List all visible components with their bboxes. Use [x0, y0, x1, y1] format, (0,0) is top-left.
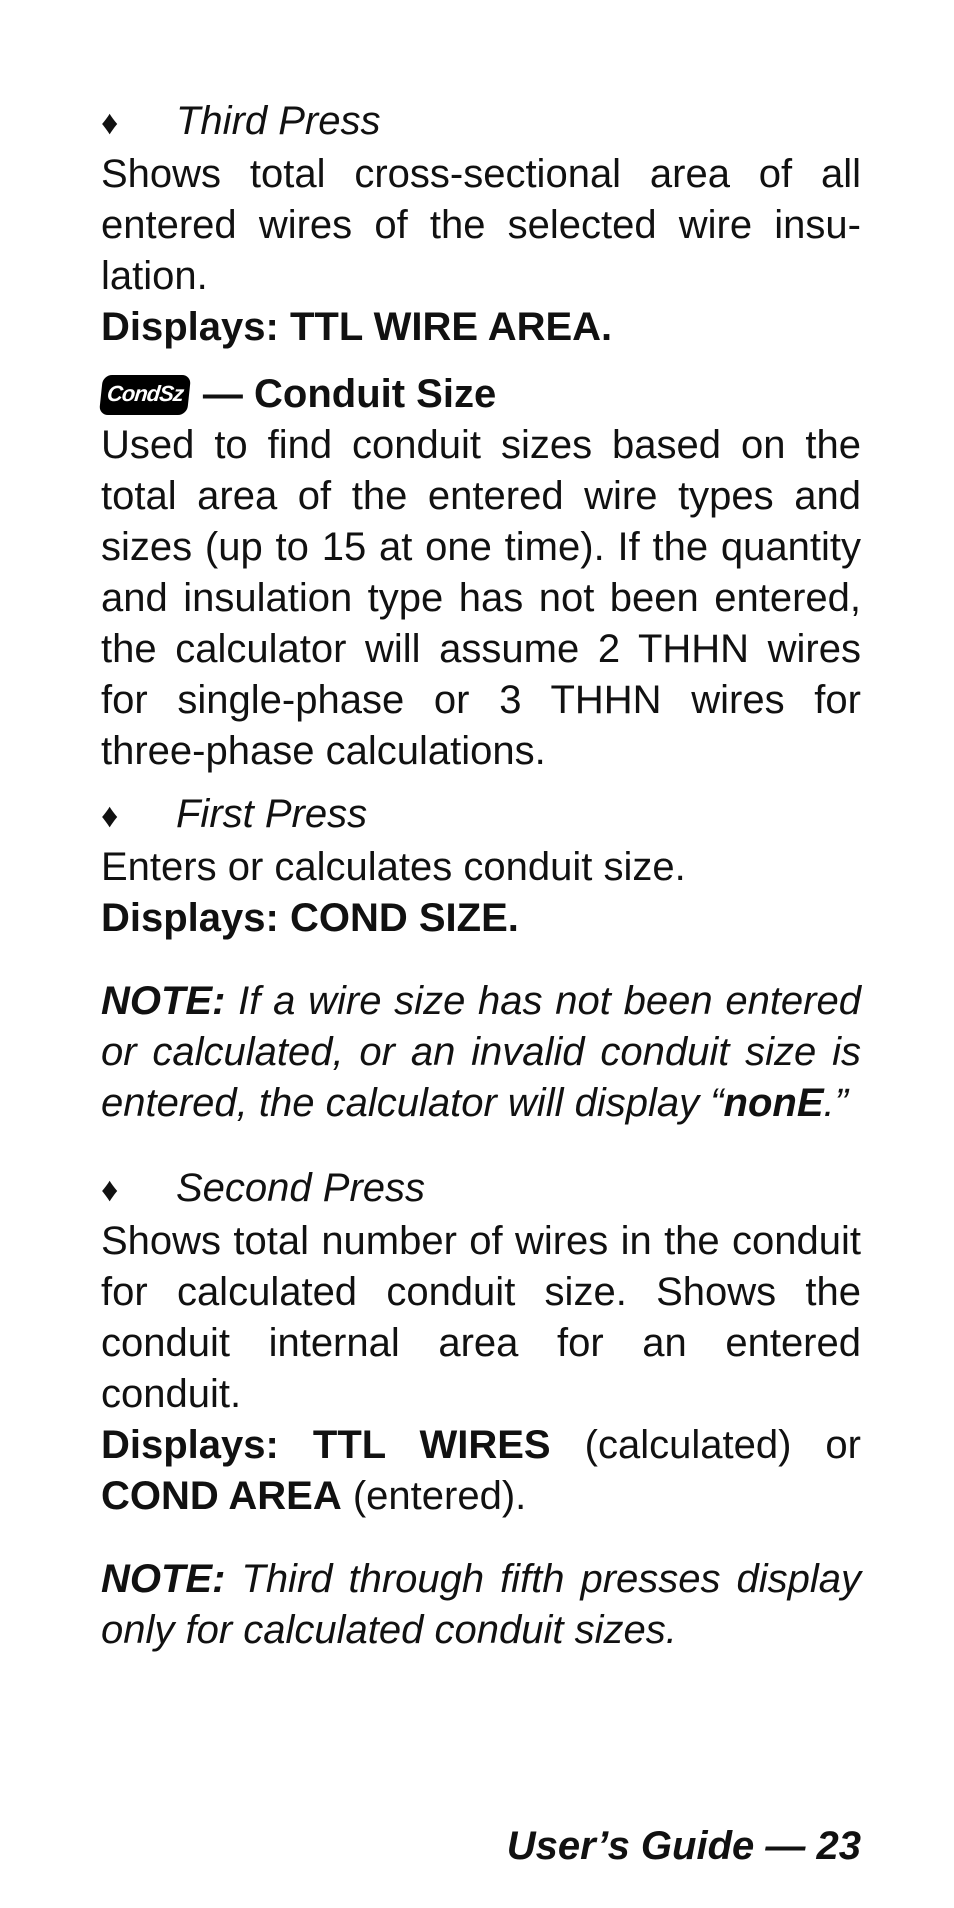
- note-nonE: [101, 976, 861, 1129]
- diamond-bullet-icon: ♦: [101, 1171, 119, 1209]
- note-third-fifth: [101, 1554, 861, 1656]
- conduit-size-body: Used to find conduit sizes based on the total area of the entered wire types and sizes (up to 15 at one time). If the quantity and insulation type has not been entered, the calculator will assume 2 THHN wires for single-phase or 3 THHN wires for three-phase calculations.: [101, 423, 861, 773]
- diamond-bullet-icon: ♦: [101, 104, 119, 142]
- conduit-size-title: — Conduit Size: [202, 372, 497, 416]
- first-press-body: Enters or calculates conduit size.: [101, 845, 686, 889]
- diamond-bullet-icon: ♦: [101, 797, 119, 835]
- first-press-label: First Press: [176, 792, 368, 836]
- note-text: If a wire size has not been entered or calculated, or an invalid conduit size is entered, the calculator will display “: [101, 979, 861, 1125]
- displays-tail: (entered).: [341, 1474, 527, 1518]
- note-tail: .”: [823, 1081, 848, 1125]
- first-press-item: [101, 789, 861, 842]
- note-label: NOTE:: [101, 979, 226, 1023]
- second-press-body: Shows total number of wires in the conduit for calculated conduit size. Shows the conduit internal area for an entered conduit.: [101, 1219, 861, 1416]
- note-text: Third through fifth presses display only for calculated conduit sizes.: [101, 1557, 861, 1652]
- third-press-label: Third Press: [176, 99, 381, 143]
- manual-page: [101, 96, 861, 1656]
- first-press-displays: Displays: COND SIZE.: [101, 896, 519, 940]
- second-press-item: [101, 1163, 861, 1216]
- second-press-displays: [101, 1420, 861, 1522]
- third-press-body: Shows total cross-sectional area of all entered wires of the selected wire insulation.: [101, 152, 861, 298]
- displays-label: Displays: TTL WIRES: [101, 1423, 551, 1467]
- displays-label2: COND AREA: [101, 1474, 342, 1518]
- second-press-label: Second Press: [176, 1166, 426, 1210]
- page-footer: User’s Guide — 23: [506, 1824, 861, 1868]
- conduit-size-heading: [101, 369, 861, 420]
- displays-mid: (calculated) or: [550, 1423, 861, 1467]
- third-press-displays: Displays: TTL WIRE AREA.: [101, 305, 613, 349]
- note-strong: nonE: [723, 1081, 824, 1125]
- condsz-key-icon: CondSz: [99, 375, 191, 415]
- note-label: NOTE:: [101, 1557, 226, 1601]
- third-press-item: [101, 96, 861, 149]
